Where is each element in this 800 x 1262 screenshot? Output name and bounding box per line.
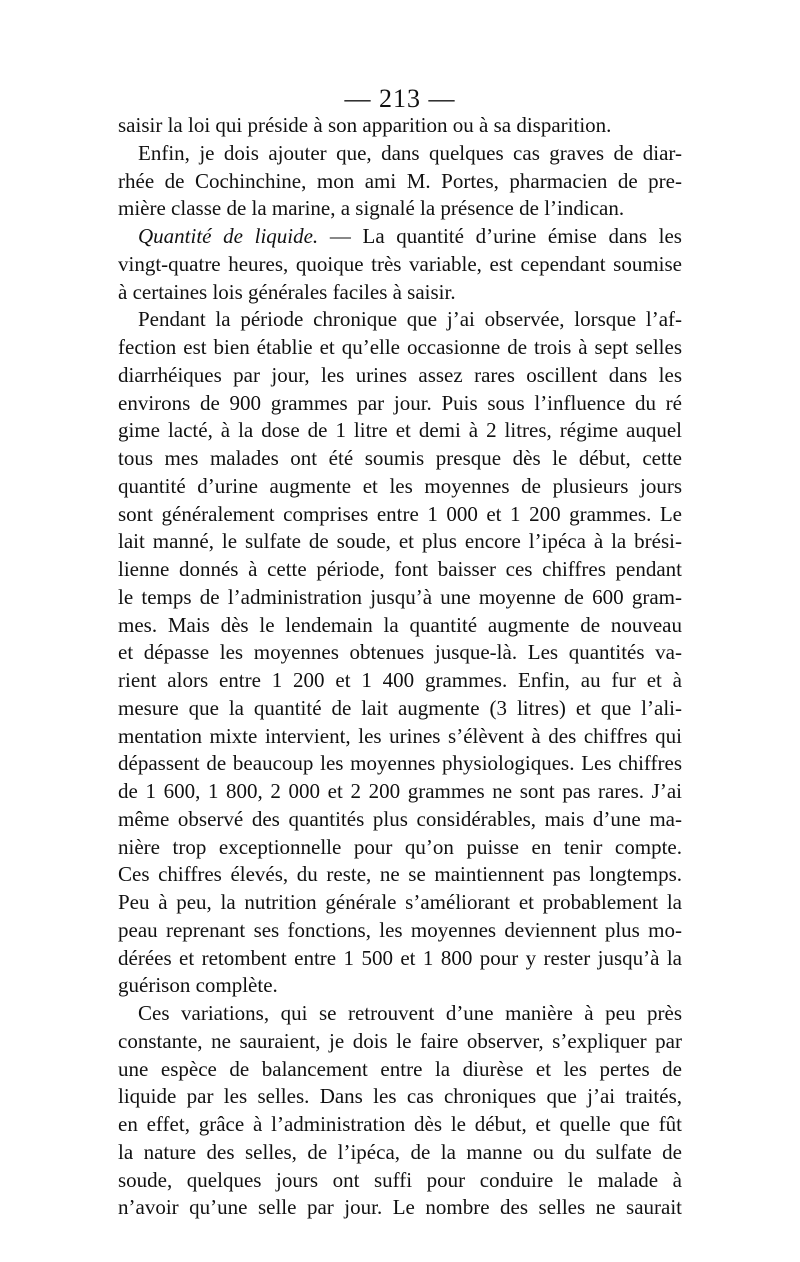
line-text: à certaines lois générales faciles à saisir. <box>118 279 456 304</box>
line-text: guérison complète. <box>118 973 278 998</box>
line-text: la nature des selles, de l’ipéca, de la manne ou du sulfate de <box>118 1139 682 1164</box>
line-text: peau reprenant ses fonctions, les moyennes deviennent plus mo- <box>118 917 682 942</box>
text-line <box>118 168 682 196</box>
line-text: environs de 900 grammes par jour. Puis sous l’influence du ré <box>118 390 682 415</box>
line-text: n’avoir qu’une selle par jour. Le nombre des selles ne saurait <box>118 1195 682 1220</box>
text-line <box>118 473 682 501</box>
text-line <box>118 1139 682 1167</box>
text-line <box>118 306 682 334</box>
page-number: — 213 — <box>344 84 456 113</box>
line-text: le temps de l’administration jusqu’à une moyenne de 600 gram- <box>118 584 682 609</box>
line-text: dépassent de beaucoup les moyennes physiologiques. Les chiffres <box>118 751 682 776</box>
text-line <box>118 1111 682 1139</box>
text-line <box>118 945 682 973</box>
line-text: mentation mixte intervient, les urines s’élèvent à des chiffres qui <box>118 723 682 748</box>
text-line <box>118 251 682 279</box>
text-line <box>118 972 682 1000</box>
text-line <box>118 334 682 362</box>
text-line <box>118 1056 682 1084</box>
text-line <box>118 834 682 862</box>
line-text: lienne donnés à cette période, font baisser ces chiffres pendant <box>118 557 682 581</box>
text-line <box>118 390 682 418</box>
text-line <box>118 778 682 806</box>
text-line <box>118 917 682 945</box>
text-line <box>118 362 682 390</box>
line-text: fection est bien établie et qu’elle occasionne de trois à sept selles <box>118 335 682 359</box>
line-text: lait manné, le sulfate de soude, et plus encore l’ipéca à la brési- <box>118 529 682 554</box>
text-line <box>118 667 682 695</box>
line-text: soude, quelques jours ont suffi pour conduire le malade à <box>118 1167 682 1192</box>
line-text: sont généralement comprises entre 1 000 et 1 200 grammes. Le <box>118 501 682 526</box>
text-line <box>118 695 682 723</box>
line-text: Pendant la période chronique que j’ai observée, lorsque l’af- <box>138 307 682 332</box>
line-text: rhée de Cochinchine, mon ami M. Portes, pharmacien de pre- <box>118 168 682 193</box>
line-text: constante, ne sauraient, je dois le faire observer, s’expliquer par <box>118 1028 682 1053</box>
line-text: mesure que la quantité de lait augmente (3 litres) et que l’ali- <box>118 695 682 720</box>
text-line <box>118 1167 682 1195</box>
line-text: — La quantité d’urine émise dans les <box>318 224 682 248</box>
line-text: liquide par les selles. Dans les cas chroniques que j’ai traités, <box>118 1084 682 1109</box>
text-line <box>118 861 682 889</box>
text-line <box>118 195 682 223</box>
text-line <box>118 1028 682 1056</box>
line-text: mes. Mais dès le lendemain la quantité augmente de nouveau <box>118 612 682 637</box>
line-text: diarrhéiques par jour, les urines assez rares oscillent dans les <box>118 362 682 387</box>
text-line <box>118 223 682 251</box>
page-body-text <box>118 112 682 1222</box>
line-text: rient alors entre 1 200 et 1 400 grammes. Enfin, au fur et à <box>118 668 682 692</box>
text-line <box>118 1000 682 1028</box>
line-text: même observé des quantités plus considérables, mais d’une ma- <box>118 806 682 831</box>
text-line <box>118 445 682 473</box>
text-line <box>118 806 682 834</box>
line-text: vingt-quatre heures, quoique très variable, est cependant soumise <box>118 251 682 276</box>
line-text: dérées et retombent entre 1 500 et 1 800 pour y rester jusqu’à la <box>118 945 682 970</box>
text-line <box>118 417 682 445</box>
line-text: saisir la loi qui préside à son apparition ou à sa disparition. <box>118 113 612 137</box>
line-text: en effet, grâce à l’administration dès le début, et quelle que fût <box>118 1112 682 1136</box>
text-line <box>118 889 682 917</box>
line-text: Ces chiffres élevés, du reste, ne se maintiennent pas longtemps. <box>118 862 682 887</box>
line-text: nière trop exceptionnelle pour qu’on puisse en tenir compte. <box>118 834 682 859</box>
text-line <box>118 501 682 529</box>
line-text: et dépasse les moyennes obtenues jusque-là. Les quantités va‑ <box>118 640 682 665</box>
text-line <box>118 639 682 667</box>
text-line <box>118 1194 682 1222</box>
line-text: Enfin, je dois ajouter que, dans quelques cas graves de diar- <box>138 140 682 165</box>
text-line <box>118 112 682 140</box>
text-line <box>118 1083 682 1111</box>
line-text: quantité d’urine augmente et les moyennes de plusieurs jours <box>118 473 682 498</box>
line-text: gime lacté, à la dose de 1 litre et demi à 2 litres, régime auquel <box>118 418 682 443</box>
line-text: de 1 600, 1 800, 2 000 et 2 200 grammes ne sont pas rares. J’ai <box>118 779 682 803</box>
text-line <box>118 612 682 640</box>
text-line <box>118 279 682 307</box>
text-line <box>118 528 682 556</box>
text-line <box>118 556 682 584</box>
text-line <box>118 750 682 778</box>
line-text: une espèce de balancement entre la diurèse et les pertes de <box>118 1056 682 1081</box>
section-heading: Quantité de liquide. <box>138 224 319 248</box>
text-line <box>118 140 682 168</box>
line-text: Peu à peu, la nutrition générale s’améliorant et probablement la <box>118 890 682 914</box>
line-text: tous mes malades ont été soumis presque dès le début, cette <box>118 446 682 470</box>
line-text: Ces variations, qui se retrouvent d’une manière à peu près <box>138 1001 682 1025</box>
line-text: mière classe de la marine, a signalé la présence de l’indican. <box>118 196 625 221</box>
text-line <box>118 723 682 751</box>
text-line <box>118 584 682 612</box>
